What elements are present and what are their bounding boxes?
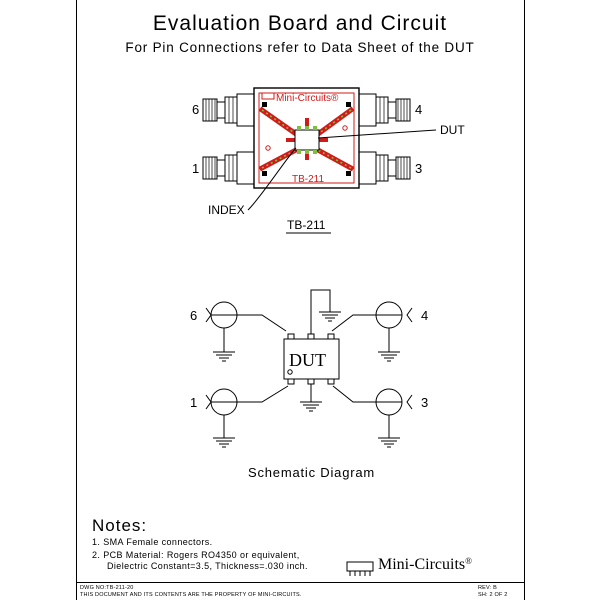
board-dut-package <box>295 130 319 150</box>
schematic-port-4-label: 4 <box>421 308 429 323</box>
board-port-4-label: 4 <box>415 102 423 117</box>
schematic-port-6 <box>206 302 286 361</box>
evaluation-board <box>192 88 465 233</box>
schematic-caption: Schematic Diagram <box>248 465 376 480</box>
page-title: Evaluation Board and Circuit <box>152 12 448 35</box>
board-port-6-label: 6 <box>192 102 200 117</box>
note-item-2: 2. PCB Material: Rogers RO4350 or equivalent, <box>92 550 300 560</box>
sma-connector-3 <box>358 152 410 184</box>
schematic-port-4 <box>332 302 412 361</box>
schematic-port-1-label: 1 <box>190 395 198 410</box>
notes-title: Notes: <box>92 516 148 535</box>
note-item-1: 1. SMA Female connectors. <box>92 537 213 547</box>
board-label: TB-211 <box>292 174 325 185</box>
schematic-dut-label: DUT <box>289 350 326 370</box>
title-block-footer <box>76 582 525 600</box>
revision: REV: B <box>478 585 498 591</box>
sheet-number: SH: 2 OF 2 <box>478 592 508 598</box>
board-logo: Mini-Circuits® <box>276 93 339 104</box>
board-caption: TB-211 <box>287 218 326 232</box>
note-item-2-continued: Dielectric Constant=3.5, Thickness=.030 inch. <box>107 561 308 571</box>
schematic-port-3-label: 3 <box>421 395 429 410</box>
drawing-number: DWG NO:TB-211-20 <box>80 585 134 591</box>
page-subtitle: For Pin Connections refer to Data Sheet of the DUT <box>125 40 475 55</box>
board-port-3-label: 3 <box>415 161 423 176</box>
schematic-port-6-label: 6 <box>190 308 198 323</box>
sma-connector-6 <box>203 94 255 126</box>
board-port-1-label: 1 <box>192 161 200 176</box>
property-notice: THIS DOCUMENT AND ITS CONTENTS ARE THE PROPERTY OF MINI-CIRCUITS. <box>80 592 302 598</box>
logo-wordmark: Mini-Circuits <box>378 556 466 573</box>
bottom-ground-connection <box>300 384 322 411</box>
logo-registered-mark: ® <box>465 556 472 566</box>
dut-callout-label: DUT <box>440 123 465 137</box>
schematic-port-1 <box>206 386 288 447</box>
schematic-port-3 <box>333 386 412 447</box>
sma-connector-4 <box>358 94 410 126</box>
sma-connector-1 <box>203 152 255 184</box>
mini-circuits-logo-icon <box>347 562 373 576</box>
mini-circuits-logo <box>378 556 472 574</box>
index-callout-label: INDEX <box>208 203 245 217</box>
